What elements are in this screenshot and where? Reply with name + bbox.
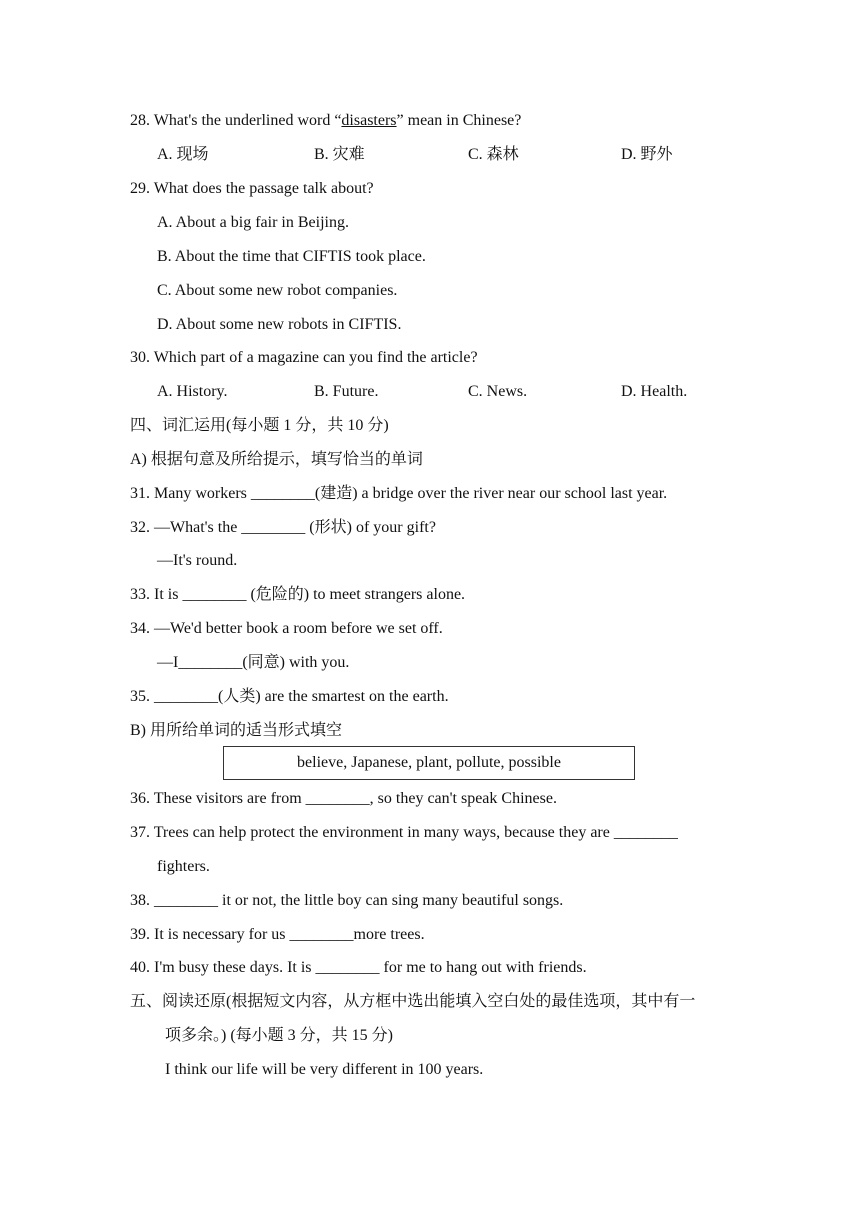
question-39: 39. It is necessary for us ________more trees. [130, 926, 425, 943]
passage-first-sentence: I think our life will be very different in 100 years. [165, 1061, 484, 1078]
section-4-title: 四、词汇运用(每小题 1 分，共 10 分) [130, 417, 389, 434]
question-34: 34. —We'd better book a room before we set off. [130, 620, 443, 637]
word-bank-box [223, 746, 635, 780]
question-32: 32. —What's the ________ (形状) of your gift? [130, 519, 436, 536]
question-31: 31. Many workers ________(建造) a bridge over the river near our school last year. [130, 485, 668, 502]
question-38: 38. ________ it or not, the little boy can sing many beautiful songs. [130, 892, 564, 909]
section-4-part-b-title: B) 用所给单词的适当形式填空 [130, 722, 343, 739]
question-30-option-d: D. Health. [621, 383, 688, 400]
question-29-stem: 29. What does the passage talk about? [130, 180, 374, 197]
question-28-option-a: A. 现场 [157, 146, 209, 163]
question-30-option-c: C. News. [468, 383, 528, 400]
underlined-word: disasters [341, 112, 397, 129]
section-5-title: 五、阅读还原(根据短文内容，从方框中选出能填入空白处的最佳选项，其中有一 [130, 993, 696, 1010]
question-35: 35. ________(人类) are the smartest on the earth. [130, 688, 449, 705]
question-29-option-c: C. About some new robot companies. [157, 282, 398, 299]
question-29-option-b: B. About the time that CIFTIS took place. [157, 248, 426, 265]
question-30-stem: 30. Which part of a magazine can you find the article? [130, 349, 478, 366]
section-5-title-continued: 项多余。) (每小题 3 分，共 15 分) [165, 1027, 393, 1044]
section-4-part-a-title: A) 根据句意及所给提示，填写恰当的单词 [130, 451, 423, 468]
question-29-option-a: A. About a big fair in Beijing. [157, 214, 349, 231]
question-30-option-a: A. History. [157, 383, 228, 400]
question-34-reply: —I________(同意) with you. [157, 654, 350, 671]
question-37: 37. Trees can help protect the environment in many ways, because they are ________ [130, 824, 678, 841]
question-28-option-d: D. 野外 [621, 146, 673, 163]
word-bank-text: believe, Japanese, plant, pollute, possible [297, 754, 561, 771]
question-29-option-d: D. About some new robots in CIFTIS. [157, 316, 402, 333]
question-40: 40. I'm busy these days. It is ________ for me to hang out with friends. [130, 959, 587, 976]
question-32-reply: —It's round. [157, 552, 238, 569]
question-33: 33. It is ________ (危险的) to meet strangers alone. [130, 586, 466, 603]
question-30-option-b: B. Future. [314, 383, 379, 400]
question-28-option-c: C. 森林 [468, 146, 519, 163]
question-28-stem: 28. What's the underlined word “disasters” mean in Chinese? [130, 112, 522, 129]
question-28-option-b: B. 灾难 [314, 146, 365, 163]
question-36: 36. These visitors are from ________, so they can't speak Chinese. [130, 790, 557, 807]
question-37-continued: fighters. [157, 858, 210, 875]
